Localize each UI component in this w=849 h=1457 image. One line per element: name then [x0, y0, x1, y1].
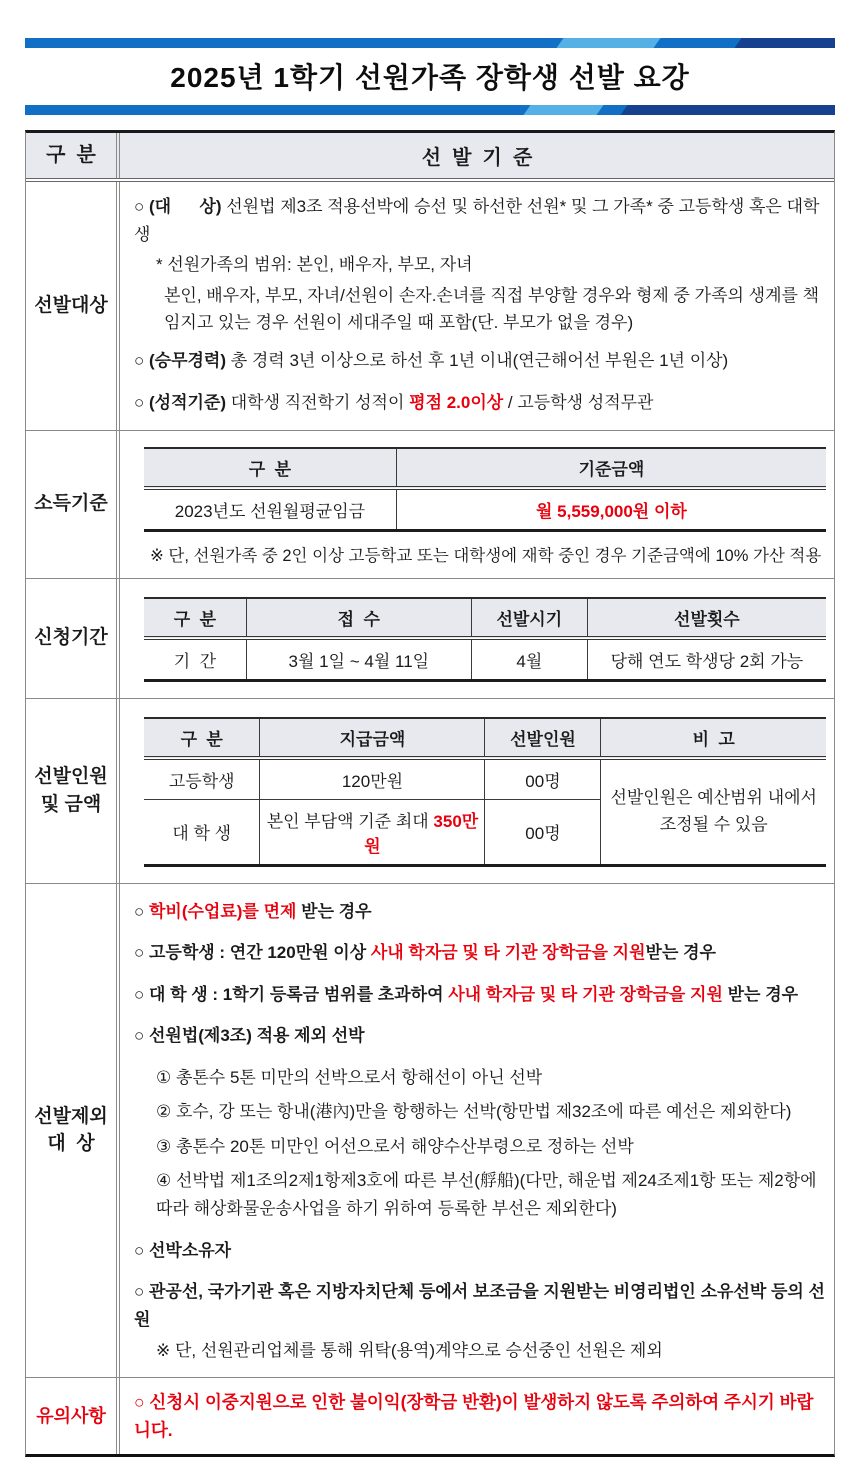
- target-item: ○ (승무경력) 총 경력 3년 이상으로 하선 후 1년 이내(연근해어선 부원은 1년 이상): [134, 350, 729, 370]
- row-label: 신청기간: [34, 627, 108, 649]
- amount-table-header: [144, 718, 826, 758]
- target-item-detail: 본인, 배우자, 부모, 자녀/선원이 손자.손녀를 직접 부양할 경우와 형제 중 가족의 생계를 책임지고 있는 경우 선원이 세대주일 때 포함(단. 부모가 없을 경우): [164, 285, 820, 333]
- exclusion-item: ○ 관공선, 국가기관 혹은 지방자치단체 등에서 보조금을 지원받는 비영리법인 소유선박 등의 선원: [134, 1282, 825, 1329]
- column-header: 선발시기: [471, 598, 587, 638]
- row-application-period: [26, 578, 834, 698]
- exclusion-note: ※ 단, 선원관리업체를 통해 위탁(용역)계약으로 승선중인 선원은 제외: [156, 1341, 663, 1361]
- selection-month-cell: 4월: [471, 638, 587, 681]
- application-table-row: [144, 638, 826, 681]
- income-table: [144, 447, 826, 532]
- notice-text: ○ 신청시 이중지원으로 인한 불이익(장학금 반환)이 발생하지 않도록 주의하여 주시기 바랍니다.: [134, 1391, 814, 1440]
- row-content: [116, 1378, 834, 1455]
- row-label: 소득기준: [34, 493, 108, 515]
- column-header: 선발인원: [485, 718, 601, 758]
- row-label: 유의사항: [36, 1405, 106, 1426]
- header-category-cell: 구 분: [26, 133, 116, 178]
- application-table: [144, 597, 826, 682]
- exclusion-subitem: ① 총톤수 5톤 미만의 선박으로서 항해선이 아닌 선박: [156, 1067, 543, 1087]
- remark-cell: 선발인원은 예산범위 내에서 조정될 수 있음: [601, 758, 826, 866]
- row-content: [116, 699, 834, 883]
- banner-top-bar: [25, 38, 835, 48]
- banner-navy-segment: [621, 105, 835, 115]
- row-selection-count-amount: [26, 698, 834, 883]
- column-header: 구 분: [144, 448, 396, 488]
- page-title: 2025년 1학기 선원가족 장학생 선발 요강: [170, 62, 690, 93]
- income-limit-cell: 월 5,559,000원 이하: [396, 488, 826, 531]
- column-header: 선발횟수: [587, 598, 826, 638]
- exclusion-item: ○ 선박소유자: [134, 1240, 232, 1260]
- row-label-line: 선발제외: [34, 1105, 108, 1127]
- application-table-header: [144, 598, 826, 638]
- target-item: ○ (성적기준) 대학생 직전학기 성적이 평점 2.0이상 / 고등학생 성적무관: [134, 393, 654, 413]
- table-header-row: [26, 133, 834, 182]
- exclusion-item: ○ 학비(수업료)를 면제 받는 경우: [134, 901, 372, 921]
- exclusion-item: ○ 고등학생 : 연간 120만원 이상 사내 학자금 및 타 기관 장학금을 지원받는 경우: [134, 943, 716, 963]
- period-dates-cell: 3월 1일 ~ 4월 11일: [246, 638, 471, 681]
- period-label-cell: 기 간: [173, 651, 217, 671]
- row-label-line: 대 상: [47, 1133, 95, 1155]
- row-income-criteria: [26, 430, 834, 578]
- category-cell: 대 학 생: [172, 824, 232, 844]
- banner-lightblue-segment: [524, 105, 604, 115]
- column-header: 기준금액: [396, 448, 826, 488]
- banner-lightblue-segment: [556, 38, 660, 48]
- row-content: [116, 884, 834, 1377]
- exclusion-subitem: ④ 선박법 제1조의2제1항제3호에 따른 부선(艀船)(다만, 해운법 제24조제1항 또는 제2항에 따라 해상화물운송사업을 하기 위하여 등록한 부선은 제외한다): [156, 1171, 822, 1218]
- row-content: [116, 431, 834, 578]
- row-label-line: 및 금액: [40, 793, 102, 815]
- amount-cell: 120만원: [260, 758, 485, 800]
- exclusion-subitem: ③ 총톤수 20톤 미만인 어선으로서 해양수산부령으로 정하는 선박: [156, 1136, 634, 1156]
- row-label: 선발대상: [34, 295, 108, 317]
- column-header: 구 분: [144, 718, 260, 758]
- target-footnote: * 선원가족의 범위: 본인, 배우자, 부모, 자녀: [156, 255, 473, 275]
- exclusion-item: ○ 대 학 생 : 1학기 등록금 범위를 초과하여 사내 학자금 및 타 기관 장학금을 지원 받는 경우: [134, 984, 799, 1004]
- income-note: ※ 단, 선원가족 중 2인 이상 고등학교 또는 대학생에 재학 중인 경우 기준금액에 10% 가산 적용: [150, 546, 822, 565]
- column-header: 구 분: [144, 598, 246, 638]
- row-notice: [26, 1377, 834, 1455]
- target-item: ○ (대 상) 선원법 제3조 적용선박에 승선 및 하선한 선원* 및 그 가족* 중 고등학생 혹은 대학생: [134, 197, 820, 244]
- income-category-cell: 2023년도 선원월평균임금: [174, 501, 366, 521]
- count-cell: 00명: [485, 799, 601, 865]
- row-exclusion-target: [26, 883, 834, 1377]
- criteria-table: [25, 130, 835, 1457]
- selection-frequency-cell: 당해 연도 학생당 2회 가능: [587, 638, 826, 681]
- row-label: [26, 699, 116, 883]
- exclusion-item: ○ 선원법(제3조) 적용 제외 선박: [134, 1026, 365, 1046]
- row-content: [116, 182, 834, 430]
- count-cell: 00명: [485, 758, 601, 800]
- category-cell: 고등학생: [168, 771, 235, 791]
- income-table-header: [144, 448, 826, 488]
- amount-row-highschool: [144, 758, 826, 800]
- title-banner: [25, 38, 835, 115]
- banner-bottom-bar: [25, 105, 835, 115]
- exclusion-subitem: ② 호수, 강 또는 항내(港內)만을 항행하는 선박(항만법 제32조에 따른 예선은 제외한다): [156, 1102, 792, 1122]
- column-header: 비 고: [601, 718, 826, 758]
- row-label-line: 선발인원: [34, 766, 108, 788]
- row-selection-target: [26, 182, 834, 430]
- column-header: 지급금액: [260, 718, 485, 758]
- banner-navy-segment: [734, 38, 835, 48]
- column-header: 접 수: [246, 598, 471, 638]
- income-table-row: [144, 488, 826, 531]
- amount-table: [144, 717, 826, 867]
- row-content: [116, 579, 834, 698]
- row-label: [26, 884, 116, 1377]
- amount-cell: 본인 부담액 기준 최대 350만원: [260, 799, 485, 865]
- header-criteria-cell: 선 발 기 준: [116, 133, 834, 178]
